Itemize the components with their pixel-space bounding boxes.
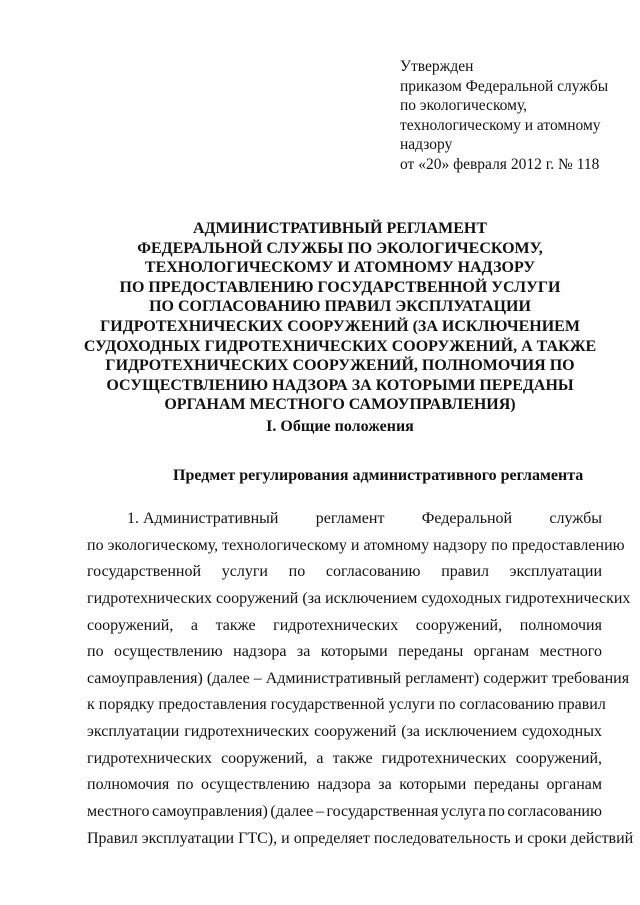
body-word: по xyxy=(87,643,104,661)
body-word: службы xyxy=(549,510,602,527)
body-line xyxy=(87,719,602,746)
body-word: эксплуатации xyxy=(87,723,180,741)
body-word: гидротехнических xyxy=(381,749,507,767)
subsection-heading: Предмет регулирования административного регламента xyxy=(173,467,584,484)
title-line: СУДОХОДНЫХ ГИДРОТЕХНИЧЕСКИХ СООРУЖЕНИЙ, А ТАКЖЕ xyxy=(83,337,597,355)
body-word: государственная xyxy=(326,803,439,821)
body-word: регламент xyxy=(315,510,385,527)
body-word: эксплуатации xyxy=(509,563,602,581)
body-word: которыми xyxy=(399,776,467,794)
body-word: к порядку предоставления государственной услуги по согласованию правил xyxy=(87,696,606,714)
body-word: правил xyxy=(441,563,489,581)
title-line: ФЕДЕРАЛЬНОЙ СЛУЖБЫ ПО ЭКОЛОГИЧЕСКОМУ, xyxy=(137,239,543,257)
body-word: по экологическому, технологическому и атомному надзору по предоставлению xyxy=(87,536,625,554)
body-word: по xyxy=(288,563,306,581)
body-word: согласованию xyxy=(507,803,602,821)
document-title xyxy=(60,219,620,415)
body-word: гидротехнических xyxy=(87,749,213,767)
body-line xyxy=(87,692,606,719)
body-word: полномочия xyxy=(519,616,602,634)
body-word: по xyxy=(176,776,194,794)
section-heading: I. Общие положения xyxy=(266,418,414,435)
body-word: также xyxy=(215,616,256,634)
body-line xyxy=(87,666,630,693)
body-word: осуществлению xyxy=(113,643,223,661)
approval-line: от «20» февраля 2012 г. № 118 xyxy=(400,155,600,173)
body-word: судоходных xyxy=(521,723,602,741)
title-line: ОРГАНАМ МЕСТНОГО САМОУПРАВЛЕНИЯ) xyxy=(164,396,516,414)
body-word: 1. Административный xyxy=(127,510,279,527)
body-word: за xyxy=(296,643,311,661)
body-word: а xyxy=(316,749,324,767)
body-word: – xyxy=(315,803,324,821)
body-word: гидротехнических xyxy=(184,723,310,741)
body-word: сооружений, xyxy=(87,616,174,634)
body-word: Федеральной xyxy=(421,510,513,527)
body-word: услуги xyxy=(221,563,268,581)
body-line xyxy=(87,559,602,586)
body-word: местного xyxy=(87,803,150,821)
approval-line: технологическому и атомному xyxy=(400,116,601,134)
body-word: органам xyxy=(546,776,602,794)
title-line: АДМИНИСТРАТИВНЫЙ РЕГЛАМЕНТ xyxy=(192,220,488,237)
body-word: Правил эксплуатации ГТС), и определяет последовательность и сроки действий xyxy=(87,829,634,847)
body-word: согласованию xyxy=(325,563,421,581)
body-word: сооружений, xyxy=(221,749,308,767)
body-line xyxy=(87,639,602,666)
body-word: сооружений, xyxy=(415,616,503,634)
body-word: исключением xyxy=(424,723,518,741)
body-word: за xyxy=(378,776,392,794)
body-line xyxy=(87,613,602,640)
title-line: ТЕХНОЛОГИЧЕСКОМУ И АТОМНОМУ НАДЗОРУ xyxy=(144,259,536,277)
body-word: по xyxy=(488,803,505,821)
body-paragraph xyxy=(87,506,634,852)
body-word: также xyxy=(332,749,373,767)
body-word: а xyxy=(190,616,198,634)
body-word: (далее xyxy=(270,803,314,821)
body-word: полномочия xyxy=(87,776,170,794)
body-word: органам xyxy=(473,643,530,661)
body-word: государственной xyxy=(87,563,202,581)
body-word: гидротехнических сооружений (за исключением судоходных гидротехнических xyxy=(87,589,631,607)
body-word: местного xyxy=(539,643,602,661)
body-word: осуществлению xyxy=(201,776,310,794)
body-line xyxy=(87,799,602,826)
title-line: ПО СОГЛАСОВАНИЮ ПРАВИЛ ЭКСПЛУАТАЦИИ xyxy=(149,298,531,316)
body-word: гидротехнических xyxy=(273,616,399,634)
body-word: которыми xyxy=(320,643,388,661)
body-word: услуга xyxy=(440,803,486,821)
title-line: ОСУЩЕСТВЛЕНИЮ НАДЗОРА ЗА КОТОРЫМИ ПЕРЕДАНЫ xyxy=(106,376,574,394)
body-line xyxy=(87,772,602,799)
approval-line: приказом Федеральной службы xyxy=(400,77,609,95)
body-word: сооружений xyxy=(314,723,397,741)
title-line: ПО ПРЕДОСТАВЛЕНИЮ ГОСУДАРСТВЕННОЙ УСЛУГИ xyxy=(119,278,561,296)
body-line xyxy=(87,586,631,613)
title-line: ГИДРОТЕХНИЧЕСКИХ СООРУЖЕНИЙ, ПОЛНОМОЧИЯ ПО xyxy=(105,357,575,375)
body-word: надзора xyxy=(233,643,287,661)
body-word: самоуправления) xyxy=(152,803,268,821)
body-word: переданы xyxy=(398,643,464,661)
title-line: ГИДРОТЕХНИЧЕСКИХ СООРУЖЕНИЙ (ЗА ИСКЛЮЧЕНИЕМ xyxy=(100,317,580,335)
body-line xyxy=(87,826,634,853)
body-line xyxy=(87,506,602,533)
body-word: надзора xyxy=(317,776,371,794)
body-word: самоуправления) (далее – Административный регламент) содержит требования xyxy=(87,669,630,687)
body-word: переданы xyxy=(473,776,539,794)
approval-line: надзору xyxy=(400,136,453,154)
approval-line: по экологическому, xyxy=(400,97,528,115)
body-word: (за xyxy=(401,723,420,741)
body-line xyxy=(87,533,625,560)
body-word: сооружений, xyxy=(515,749,602,767)
approval-block xyxy=(400,57,630,175)
approval-line: Утвержден xyxy=(400,58,474,75)
body-line xyxy=(87,746,602,773)
